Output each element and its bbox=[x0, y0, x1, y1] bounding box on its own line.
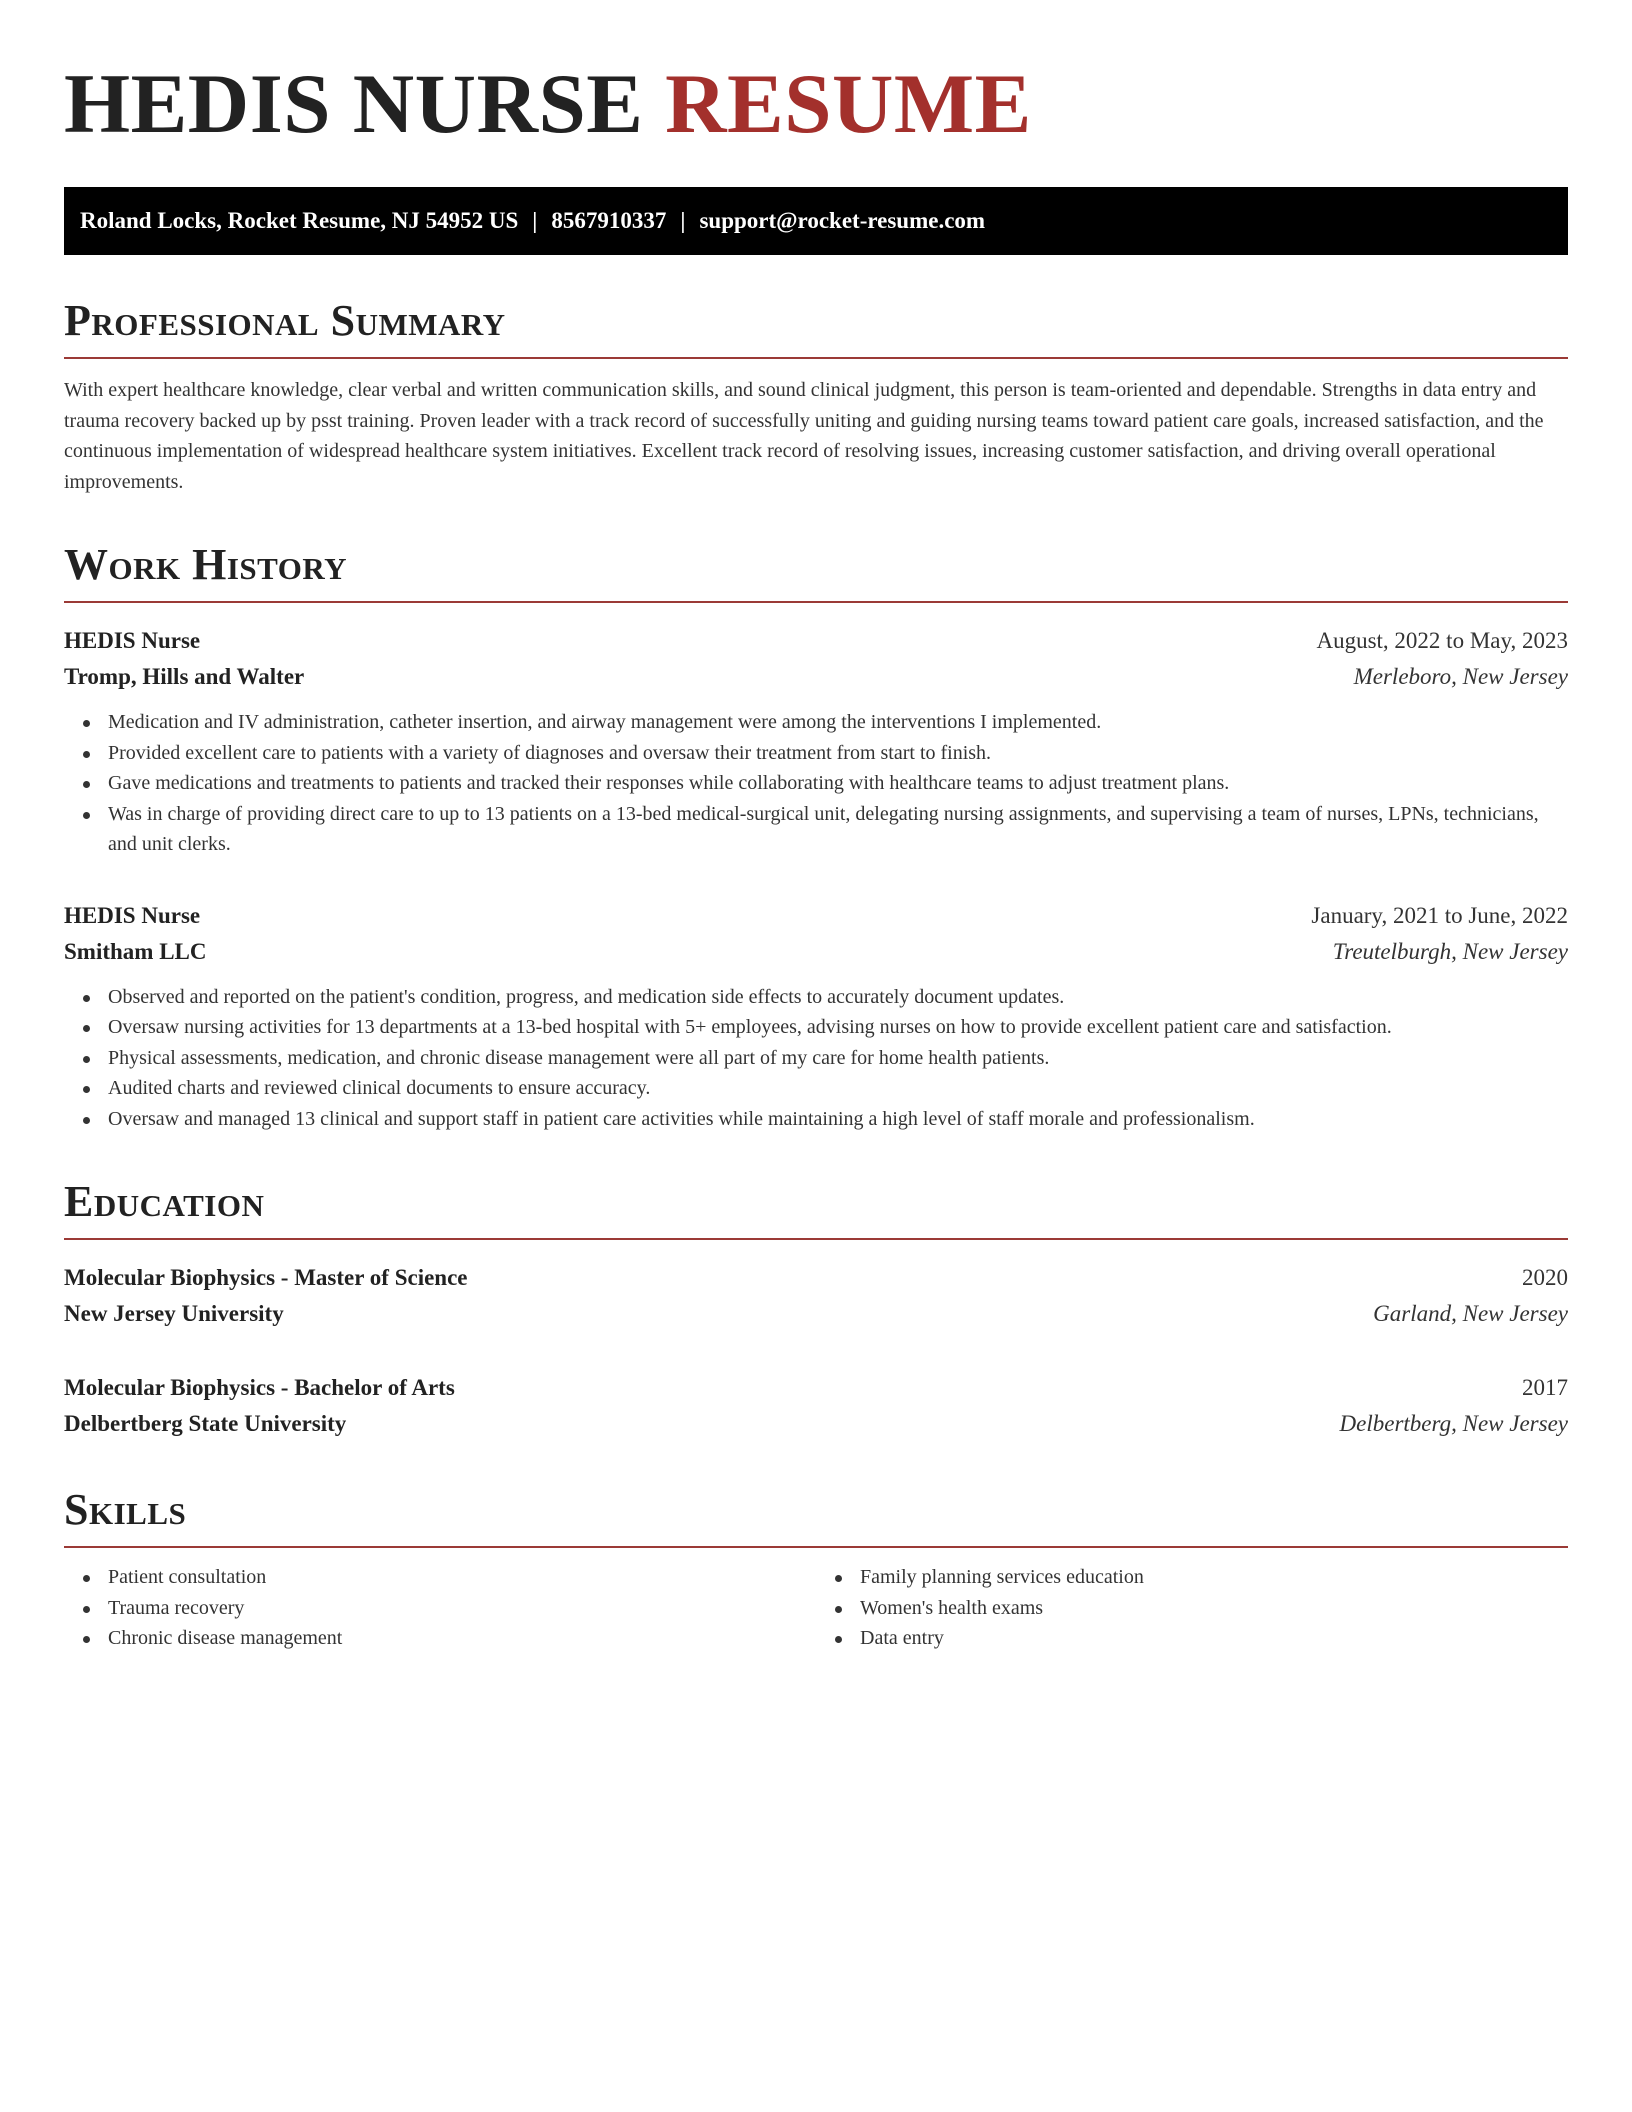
skills-list-left bbox=[64, 1562, 816, 1654]
section-heading-summary: Professional Summary bbox=[64, 296, 506, 345]
skill-item: Data entry bbox=[860, 1623, 1568, 1654]
job-header-row bbox=[64, 623, 1568, 659]
education-entry bbox=[64, 1260, 1568, 1332]
job-duty-item: Oversaw nursing activities for 13 departments at a 13-bed hospital with 5+ employees, advising nurses on how to provide excellent patient care and satisfaction. bbox=[108, 1012, 1568, 1043]
job-location: Merleboro, New Jersey bbox=[1353, 664, 1568, 689]
job-dates: August, 2022 to May, 2023 bbox=[1316, 628, 1568, 653]
education-location: Delbertberg, New Jersey bbox=[1339, 1411, 1568, 1436]
job-duty-item: Observed and reported on the patient's condition, progress, and medication side effects to accurately document updates. bbox=[108, 982, 1568, 1013]
job-location: Treutelburgh, New Jersey bbox=[1332, 938, 1568, 964]
job-company: Smitham LLC bbox=[64, 938, 207, 964]
job-duties-list bbox=[64, 982, 1568, 1135]
education-entry bbox=[64, 1370, 1568, 1442]
job-company: Tromp, Hills and Walter bbox=[64, 664, 305, 689]
education-school: New Jersey University bbox=[64, 1301, 284, 1326]
job-header-row bbox=[64, 898, 1568, 934]
job-company-row bbox=[64, 934, 1568, 970]
contact-email: support@rocket-resume.com bbox=[699, 208, 986, 233]
section-heading-skills: Skills bbox=[64, 1485, 187, 1534]
resume-title bbox=[64, 56, 1568, 152]
summary-text: With expert healthcare knowledge, clear verbal and written communication skills, and sound clinical judgment, this person is team-oriented and dependable. Strengths in data entry and trauma recovery backed up by psst training. Proven leader with a track record of successfully uniting and guiding nursing teams toward patient care goals, increased satisfaction, and the continuous implementation of widespread healthcare system initiatives. Excellent track record of resolving issues, increasing customer satisfaction, and driving overall operational improvements. bbox=[64, 379, 1544, 493]
job-entry bbox=[64, 898, 1568, 1135]
education-degree-row bbox=[64, 1260, 1568, 1296]
job-title: HEDIS Nurse bbox=[64, 902, 201, 928]
skills-grid bbox=[64, 1562, 1568, 1654]
skills-section bbox=[64, 1485, 1568, 1654]
job-duty-item: Medication and IV administration, catheter insertion, and airway management were among the interventions I implemented. bbox=[108, 707, 1568, 738]
job-duty-item: Audited charts and reviewed clinical documents to ensure accuracy. bbox=[108, 1073, 1568, 1104]
resume-title-main: HEDIS NURSE bbox=[64, 57, 644, 151]
job-duty-item: Physical assessments, medication, and chronic disease management were all part of my care for home health patients. bbox=[108, 1043, 1568, 1074]
education-school: Delbertberg State University bbox=[64, 1411, 347, 1436]
education-degree: Molecular Biophysics - Master of Science bbox=[64, 1265, 468, 1290]
skill-item: Trauma recovery bbox=[108, 1593, 816, 1624]
education-year: 2017 bbox=[1522, 1375, 1568, 1400]
section-heading-education: Education bbox=[64, 1177, 265, 1226]
section-heading-work-history: Work History bbox=[64, 540, 348, 589]
section-divider bbox=[64, 1546, 1568, 1548]
education-location: Garland, New Jersey bbox=[1373, 1301, 1568, 1326]
section-divider bbox=[64, 357, 1568, 359]
contact-phone: 8567910337 bbox=[551, 208, 667, 233]
work-history-section bbox=[64, 540, 1568, 1134]
job-duty-item: Oversaw and managed 13 clinical and support staff in patient care activities while maintaining a high level of staff morale and professionalism. bbox=[108, 1104, 1568, 1135]
job-duty-item: Gave medications and treatments to patients and tracked their responses while collaborating with healthcare teams to adjust treatment plans. bbox=[108, 768, 1568, 799]
skill-item: Women's health exams bbox=[860, 1593, 1568, 1624]
contact-separator: | bbox=[532, 208, 538, 233]
resume-title-accent: RESUME bbox=[665, 57, 1032, 151]
summary-section bbox=[64, 296, 1568, 497]
section-divider bbox=[64, 601, 1568, 603]
skill-item: Family planning services education bbox=[860, 1562, 1568, 1593]
job-company-row bbox=[64, 659, 1568, 695]
skills-list-right bbox=[816, 1562, 1568, 1654]
job-dates: January, 2021 to June, 2022 bbox=[1311, 902, 1568, 928]
job-duty-item: Provided excellent care to patients with a variety of diagnoses and oversaw their treatment from start to finish. bbox=[108, 738, 1568, 769]
education-degree: Molecular Biophysics - Bachelor of Arts bbox=[64, 1375, 455, 1400]
education-degree-row bbox=[64, 1370, 1568, 1406]
skill-item: Chronic disease management bbox=[108, 1623, 816, 1654]
education-school-row bbox=[64, 1406, 1568, 1442]
contact-separator: | bbox=[680, 208, 686, 233]
contact-bar bbox=[64, 187, 1568, 255]
skill-item: Patient consultation bbox=[108, 1562, 816, 1593]
contact-address: Roland Locks, Rocket Resume, NJ 54952 US bbox=[80, 208, 519, 233]
education-school-row bbox=[64, 1296, 1568, 1332]
job-entry bbox=[64, 623, 1568, 860]
job-duty-item: Was in charge of providing direct care to up to 13 patients on a 13-bed medical-surgical unit, delegating nursing assignments, and supervising a team of nurses, LPNs, technicians, and unit clerks. bbox=[108, 799, 1568, 860]
education-section bbox=[64, 1177, 1568, 1442]
section-divider bbox=[64, 1238, 1568, 1240]
job-duties-list bbox=[64, 707, 1568, 860]
job-title: HEDIS Nurse bbox=[64, 628, 201, 653]
education-year: 2020 bbox=[1522, 1265, 1568, 1290]
